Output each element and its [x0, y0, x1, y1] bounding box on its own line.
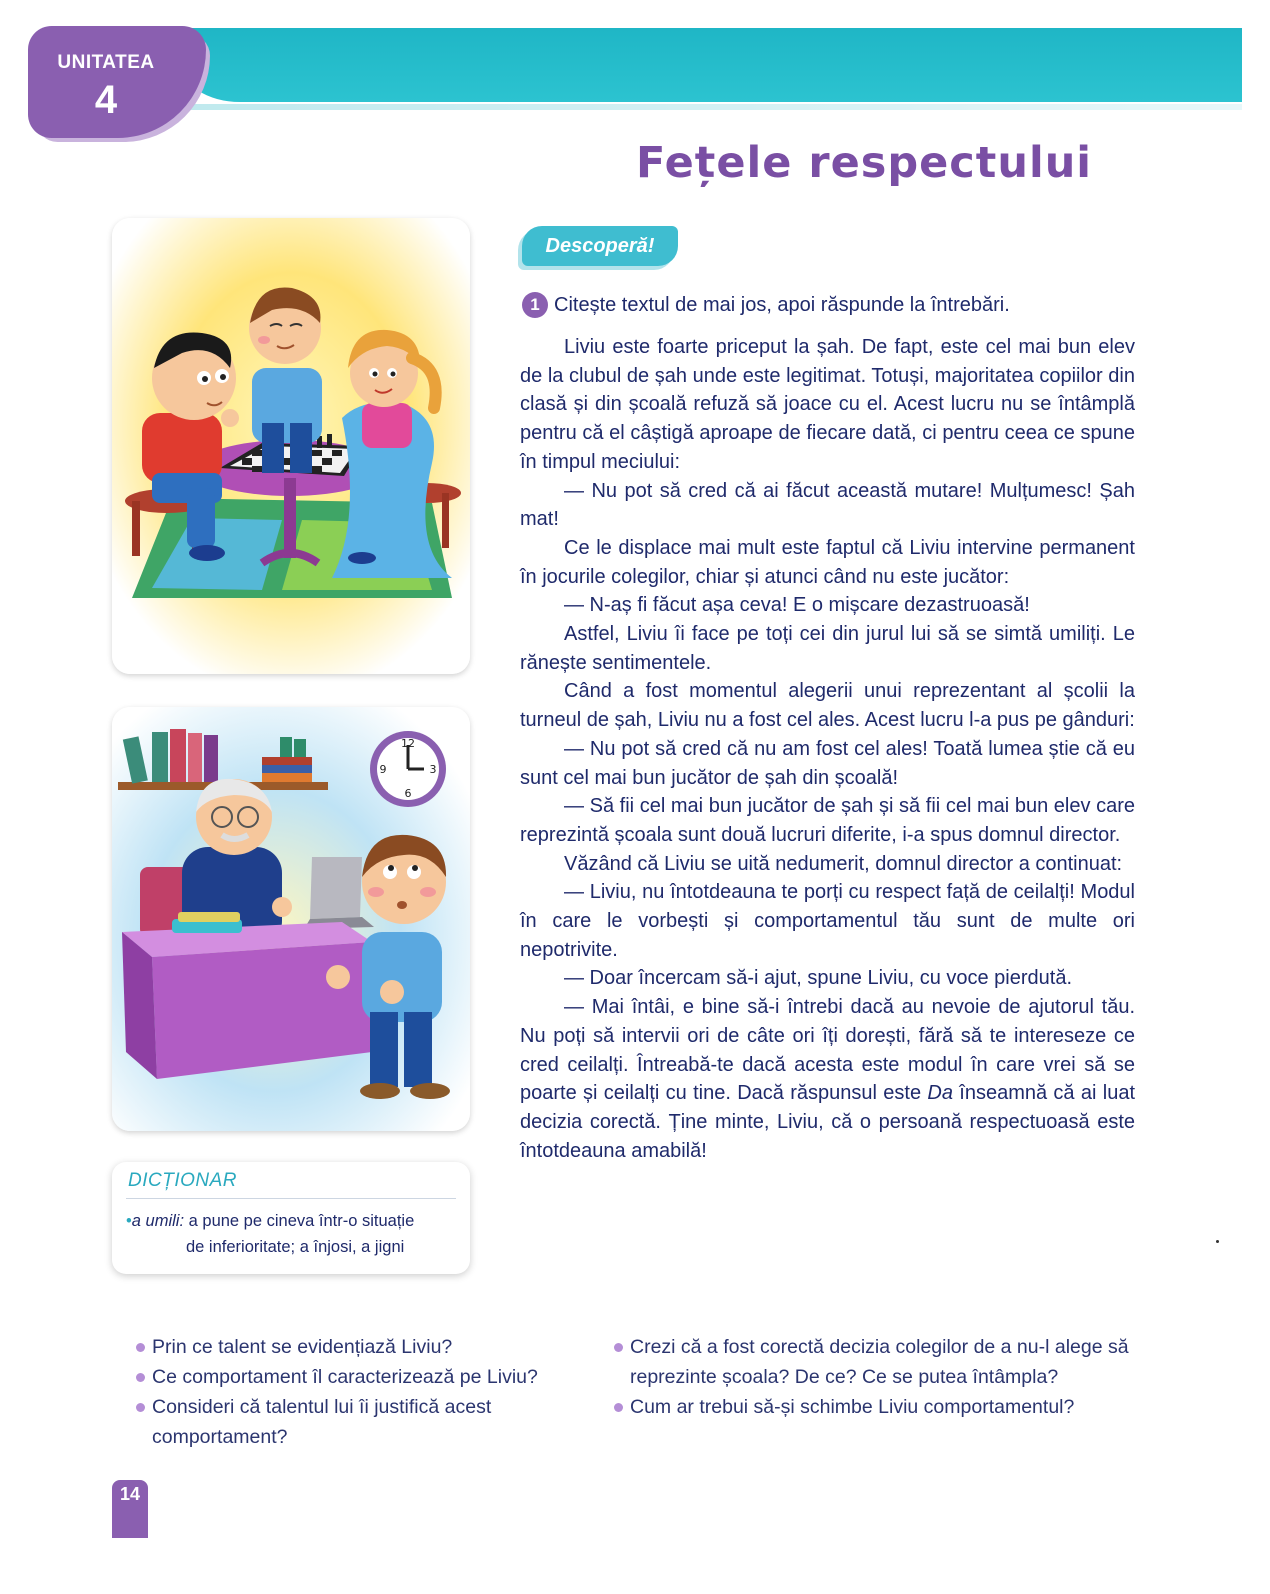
story-paragraph: Ce le displace mai mult este faptul că Liviu intervine permanent în jocurile colegilor, chiar și atunci când nu este jucător:	[520, 536, 1135, 588]
dictionary-divider	[126, 1198, 456, 1199]
story-text	[520, 333, 1135, 1165]
task-instruction	[522, 292, 1010, 318]
dictionary-term: a umili:	[131, 1212, 185, 1230]
unit-badge	[28, 26, 206, 138]
questions-left	[134, 1332, 594, 1452]
story-paragraph: Când a fost momentul alegerii unui reprezentant al școlii la turneul de șah, Liviu nu a fost cel ales. Acest lucru l-a pus pe gânduri:	[520, 680, 1135, 732]
page-number: 14	[119, 1484, 141, 1504]
wall-clock	[370, 731, 446, 807]
question-item: Crezi că a fost corectă decizia colegilor de a nu-l alege să reprezinte școala? De ce? Ce se putea întâmpla?	[612, 1332, 1142, 1392]
story-paragraph: — Nu pot să cred că ai făcut această mutare! Mulțumesc! Șah mat!	[520, 479, 1135, 531]
story-last-after: înseamnă că ai luat decizia corectă. Ține minte, Liviu, că o persoană respectuoasă este întotdeauna amabilă!	[520, 1082, 1135, 1162]
question-item: Cum ar trebui să-și schimbe Liviu comportamentul?	[612, 1392, 1142, 1422]
story-paragraph: — Nu pot să cred că nu am fost cel ales! Toată lumea știe că eu sunt cel mai bun jucător de șah din școală!	[520, 737, 1135, 789]
story-paragraph: — Liviu, nu întotdeauna te porți cu respect față de ceilalți! Modul în care le vorbești și comportamentul tău sunt de multe ori nepotrivite.	[520, 881, 1135, 961]
header-band-shadow	[180, 104, 1242, 110]
story-last-emphasis: Da	[927, 1082, 953, 1105]
page-title: Fețele respectului	[636, 138, 1093, 188]
question-item: Consideri că talentul lui îi justifică acest comportament?	[134, 1392, 594, 1452]
director-illustration	[112, 707, 470, 1131]
desk	[122, 912, 372, 1079]
clock-number-12: 12	[401, 737, 415, 750]
story-paragraph: — N-aș fi făcut așa ceva! E o mișcare dezastruoasă!	[564, 594, 1030, 617]
dictionary-definition-line2: de inferioritate; a înjosi, a jigni	[186, 1238, 405, 1256]
dictionary-entry	[126, 1208, 456, 1260]
dictionary-definition-line1: a pune pe cineva într-o situație	[184, 1212, 415, 1230]
story-paragraph: Liviu este foarte priceput la șah. De fapt, este cel mai bun elev de la clubul de șah unde este legitimat. Totuși, majoritatea copiilor din clasă și din școală refuză să joace cu el. Acest lucru nu se întâmplă pentru că el câștigă aproape de fiecare dată, ci pentru ceea ce spune în timpul meciului:	[520, 336, 1135, 473]
clock-number-9: 9	[379, 763, 387, 776]
clock-number-6: 6	[404, 787, 412, 800]
unit-number: 4	[94, 78, 118, 122]
unit-label: UNITATEA	[57, 52, 155, 73]
story-paragraph: Văzând că Liviu se uită nedumerit, domnul director a continuat:	[564, 852, 1123, 875]
question-item: Ce comportament îl caracterizează pe Liviu?	[134, 1362, 594, 1392]
story-paragraph: Astfel, Liviu îi face pe toți cei din jurul lui să se simtă umiliți. Le rănește sentimentele.	[520, 623, 1135, 674]
task-text: Citește textul de mai jos, apoi răspunde la întrebări.	[554, 294, 1010, 316]
stray-dot	[1216, 1240, 1219, 1243]
bullet-icon: •	[126, 1212, 132, 1230]
task-number: 1	[522, 292, 548, 318]
chess-illustration	[112, 218, 470, 674]
discover-label: Descoperă!	[522, 226, 678, 266]
question-item: Prin ce talent se evidențiază Liviu?	[134, 1332, 594, 1362]
story-paragraph-last	[520, 993, 1135, 1165]
dictionary-box	[112, 1162, 470, 1274]
dictionary-title: DICȚIONAR	[128, 1170, 237, 1191]
header-band	[180, 28, 1242, 102]
story-last-before: — Mai întâi, e bine să-i întrebi dacă au nevoie de ajutorul tău. Nu poți să intervii ori de câte ori îți dorești, fără să te intereseze ce cred ceilalți. Întreabă-te dacă acesta este modul în care vrei să se poarte și ceilalți cu tine. Dacă răspunsul este	[520, 996, 1135, 1105]
questions-right	[612, 1332, 1142, 1422]
story-paragraph: — Doar încercam să-i ajut, spune Liviu, cu voce pierdută.	[564, 967, 1073, 990]
story-paragraph: — Să fii cel mai bun jucător de șah și să fii cel mai bun elev care reprezintă școala sunt două lucruri diferite, i-a spus domnul director.	[520, 795, 1135, 846]
clock-number-3: 3	[429, 763, 437, 776]
